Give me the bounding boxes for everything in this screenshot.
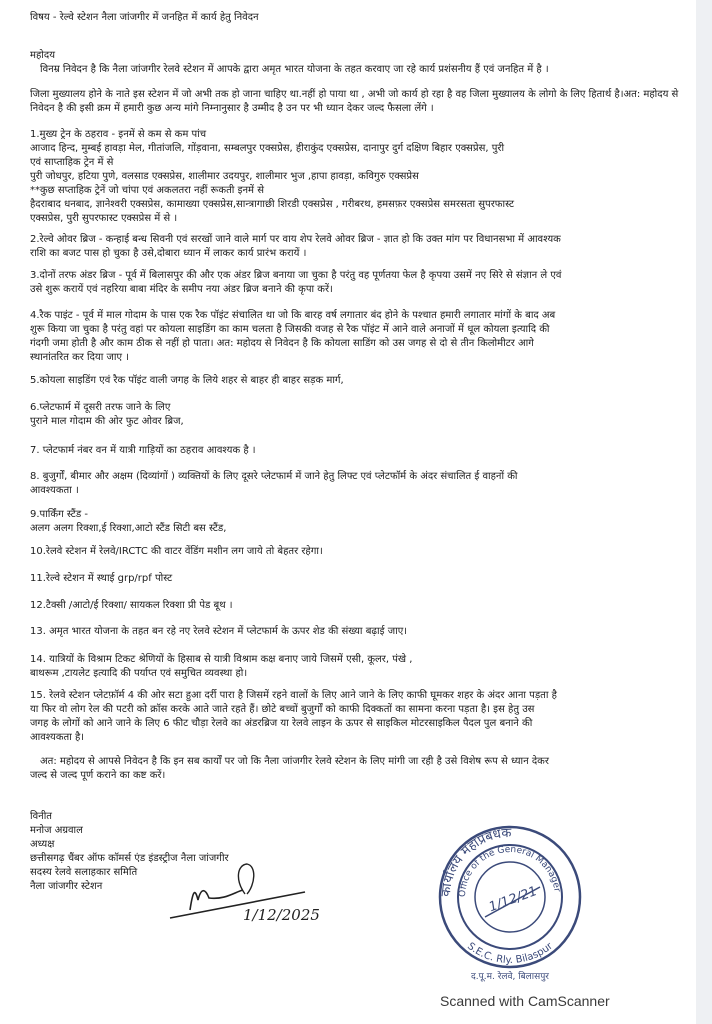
demand-item-line: या फिर वो लोग रेल की पटरी को क्रॉस करके आते जाते रहते हैं। छोटे बच्चों बुजुर्गों को काफी दिक्कतों का सामना करना पड़ता है। इस हेतु उस bbox=[30, 704, 535, 715]
scan-edge-strip bbox=[696, 0, 712, 1024]
signer-committee: सदस्य रेलवे सलाहकार समिति bbox=[30, 867, 138, 878]
demand-item-12 bbox=[30, 599, 680, 613]
demand-item-line: 3.दोनों तरफ अंडर ब्रिज - पूर्व में बिलासपुर की और एक अंडर ब्रिज बनाया जा चुका है परंतु वह पूर्णतया फेल है कृपया उसमें नए सिरे से संज्ञान ले एवं bbox=[30, 270, 562, 281]
demand-item-line: एक्सप्रेस, पुरी सुपरफास्ट एक्सप्रेस में से । bbox=[30, 213, 178, 224]
demand-item-line: 5.कोयला साइडिंग एवं रैक पॉइंट वाली जगह के लिये शहर से बाहर ही बाहर सड़क मार्ग, bbox=[30, 375, 344, 386]
closing-line: अत: महोदय से आपसे निवेदन है कि इन सब कार्यों पर जो कि नैला जांजगीर रेलवे स्टेशन के लिए मांगी जा रही है उसे विशेष रूप से ध्यान देकर bbox=[40, 756, 549, 767]
demand-item-line: एवं साप्ताहिक ट्रेन में से bbox=[30, 157, 114, 168]
closing-line: जल्द से जल्द पूर्ण कराने का कष्ट करें। bbox=[30, 770, 166, 781]
subject-text: विषय - रेल्वे स्टेशन नैला जांजगीर में जनहित में कार्य हेतु निवेदन bbox=[30, 12, 259, 23]
signer-organization: छत्तीसगढ़ चैंबर ऑफ कॉमर्स एंड इंडस्ट्रीज नैला जांजगीर bbox=[30, 853, 229, 864]
demand-item-11 bbox=[30, 572, 680, 586]
stamp-top-text: कार्यालय महाप्रबंधक bbox=[438, 825, 512, 898]
demand-item-line: आवश्यकता । bbox=[30, 485, 79, 496]
stamp-bottom-text: S.E.C. Rly. Bilaspur bbox=[465, 940, 555, 967]
handwritten-signature bbox=[165, 860, 325, 930]
demand-item-5 bbox=[30, 374, 680, 388]
demand-item-line: 4.रैक पाइंट - पूर्व में माल गोदाम के पास एक रैक पॉइंट संचालित था जो कि बारह वर्ष लगातार बंद होने के पश्चात हमारी लगातार मांगों के बाद अब bbox=[30, 310, 556, 321]
official-stamp bbox=[425, 812, 595, 982]
demand-item-14 bbox=[30, 653, 680, 681]
svg-text:S.E.C. Rly. Bilaspur bbox=[465, 940, 556, 966]
demand-item-line: 11.रेल्वे स्टेशन में स्थाई grp/rpf पोस्ट bbox=[30, 573, 173, 584]
demand-item-1 bbox=[30, 128, 680, 226]
demand-item-line: 12.टैक्सी /आटो/ई रिक्शा/ सायकल रिक्शा प्री पेड बूथ । bbox=[30, 600, 233, 611]
demand-item-13 bbox=[30, 625, 680, 639]
demand-item-line: 2.रेल्वे ओवर ब्रिज - कन्हाई बन्ध सिवनी एवं सरखों जाने वाले मार्ग पर वाय शेप रेलवे ओवर ब्रिज - ज्ञात हो कि उक्त मांग पर विधानसभा में आवश्यक bbox=[30, 234, 561, 245]
demand-item-line: 13. अमृत भारत योजना के तहत बन रहे नए रेलवे स्टेशन में प्लेटफार्म के ऊपर शेड की संख्या बढ़ाई जाए। bbox=[30, 626, 408, 637]
signoff-line: विनीत bbox=[30, 811, 52, 822]
demand-item-4 bbox=[30, 309, 680, 365]
demand-item-line: हैदराबाद धनबाद, ज्ञानेश्वरी एक्सप्रेस, कामाख्या एक्सप्रेस,सान्त्रागाछी शिरडी एक्सप्रेस , गरीबरथ, हमसफ़र एक्सप्रेस समरसता सुपरफास्ट bbox=[30, 199, 515, 210]
intro-text: विनम्र निवेदन है कि नैला जांजगीर रेलवे स्टेशन में आपके द्वारा अमृत भारत योजना के तहत करवाए जा रहे कार्य प्रशंसनीय हैं एवं जनहित में है । bbox=[40, 64, 549, 75]
signature-date: 1/12/2025 bbox=[243, 906, 320, 924]
demand-item-7 bbox=[30, 444, 680, 458]
signer-title: अध्यक्ष bbox=[30, 839, 55, 850]
demand-item-line: 6.प्लेटफार्म में दूसरी तरफ जाने के लिए bbox=[30, 402, 171, 413]
demand-item-line: स्थानांतरित कर दिया जाए । bbox=[30, 352, 129, 363]
demand-item-line: आवश्यकता है। bbox=[30, 732, 85, 743]
demand-item-8 bbox=[30, 470, 680, 498]
demand-item-line: पुरी जोधपुर, हटिया पुणे, वलसाड एक्सप्रेस, शालीमार उदयपुर, शालीमार भुज ,हापा हावड़ा, कविगुरु एक्सप्रेस bbox=[30, 171, 419, 182]
stamp-date: 1/12/21 bbox=[487, 883, 540, 916]
demand-item-9 bbox=[30, 508, 680, 536]
intro-paragraph bbox=[30, 63, 690, 77]
demand-item-line: **कुछ सप्ताहिक ट्रेनें जो चांपा एवं अकलतरा नहीं रूकती इनमें से bbox=[30, 185, 264, 196]
demand-item-line: 1.मुख्य ट्रेन के ठहराव - इनमें से कम से कम पांच bbox=[30, 129, 207, 140]
demand-item-line: 14. यात्रियों के विश्राम टिकट श्रेणियों के हिसाब से यात्री विश्राम कक्ष बनाए जाये जिसमें एसी, कूलर, पंखे , bbox=[30, 654, 413, 665]
salutation-text: महोदय bbox=[30, 50, 55, 61]
demand-item-line: आजाद हिन्द, मुम्बई हावड़ा मेल, गीतांजलि, गोंड़वाना, सम्बलपुर एक्सप्रेस, हीराकुंद एक्सप्रेस, दानापुर दुर्ग दक्षिण बिहार एक्सप्रेस, पुरी bbox=[30, 143, 505, 154]
paragraph-2-text: जिला मुख्यालय होने के नाते इस स्टेशन में जो अभी तक हो जाना चाहिए था.नहीं हो पाया था , अभी जो कार्य हो रहा है वह जिला मुख्यालय के लोगो के लिए हितार्थ है।अत: महोदय से निवेदन है की इसी क्रम में हमारी कुछ अन्य मांगे निम्नानुसार है उम्मीद है उन पर भी ध्यान देकर जल्द फैसला लेंगे । bbox=[30, 89, 679, 114]
closing-paragraph bbox=[30, 755, 680, 783]
demand-item-line: 7. प्लेटफार्म नंबर वन में यात्री गाड़ियों का ठहराव आवश्यक है । bbox=[30, 445, 256, 456]
demand-item-line: 10.रेलवे स्टेशन में रेलवे/IRCTC की वाटर वेंडिंग मशीन लग जाये तो बेहतर रहेगा। bbox=[30, 546, 323, 557]
subject-line bbox=[30, 11, 680, 25]
demand-item-line: शुरू किया जा चुका है परंतु वहां पर कोयला साइडिंग का काम चलता है जिसकी वजह से रैक पॉइंट में आने वाले अनाजों में धूल कोयला इत्यादि की bbox=[30, 324, 550, 335]
demand-item-line: 15. रेलवे स्टेशन प्लेटफ़ॉर्म 4 की ओर सटा हुआ दर्री पारा है जिसमें रहने वालों के लिए आने जाने के लिए काफी घूमकर शहर के अंदर आना पड़ता है bbox=[30, 690, 557, 701]
demand-item-line: अलग अलग रिक्शा,ई रिक्शा,आटो स्टैंड सिटी बस स्टैंड, bbox=[30, 523, 227, 534]
stamp-english-text: Office of the General Manager bbox=[457, 844, 562, 898]
demand-item-line: उसे शुरू करायें एवं नहरिया बाबा मंदिर के समीप नया अंडर ब्रिज बनाने की कृपा करें। bbox=[30, 284, 333, 295]
demand-item-10 bbox=[30, 545, 680, 559]
demand-item-6 bbox=[30, 401, 680, 429]
demand-item-line: 8. बुजुर्गों, बीमार और अक्षम (दिव्यांगों ) व्यक्तियों के लिए दूसरे प्लेटफार्म में जाने हेतु लिफ्ट एवं प्लेटफॉर्म के अंदर संचालित ई वाहनों की bbox=[30, 471, 518, 482]
stamp-hindi-bottom: द.पू.म. रेलवे, बिलासपुर bbox=[470, 972, 550, 982]
camscanner-watermark: Scanned with CamScanner bbox=[440, 993, 610, 1009]
salutation bbox=[30, 49, 680, 63]
demand-item-line: राशि का बजट पास हो चुका है उसे,दोबारा ध्यान में लाकर कार्य प्रारंभ करायें । bbox=[30, 248, 307, 259]
paragraph-2 bbox=[30, 88, 680, 116]
demand-item-15 bbox=[30, 689, 680, 745]
signer-station: नैला जांजगीर स्टेशन bbox=[30, 881, 103, 892]
demand-item-3 bbox=[30, 269, 680, 297]
demand-item-line: जगह के लोगों को आने जाने के लिए 6 फीट चौड़ा रेलवे का अंडरब्रिज या रेलवे लाइन के ऊपर से साइकिल मोटरसाइकिल पैदल पुल बनाने की bbox=[30, 718, 533, 729]
demand-item-2 bbox=[30, 233, 680, 261]
demand-item-line: गंदगी जमा होती है और काम ठीक से नहीं हो पाता। अत: महोदय से निवेदन है कि कोयला साडिंग को उस जगह से दो से तीन किलोमीटर आगे bbox=[30, 338, 534, 349]
demand-item-line: पुराने माल गोदाम की ओर फुट ओवर ब्रिज, bbox=[30, 416, 184, 427]
demand-item-line: बाथरूम ,टायलेट इत्यादि की पर्याप्त एवं समुचित व्यवस्था हो। bbox=[30, 668, 248, 679]
signer-name: मनोज अग्रवाल bbox=[30, 825, 83, 836]
demand-item-line: 9.पार्किंग स्टैंड - bbox=[30, 509, 88, 520]
